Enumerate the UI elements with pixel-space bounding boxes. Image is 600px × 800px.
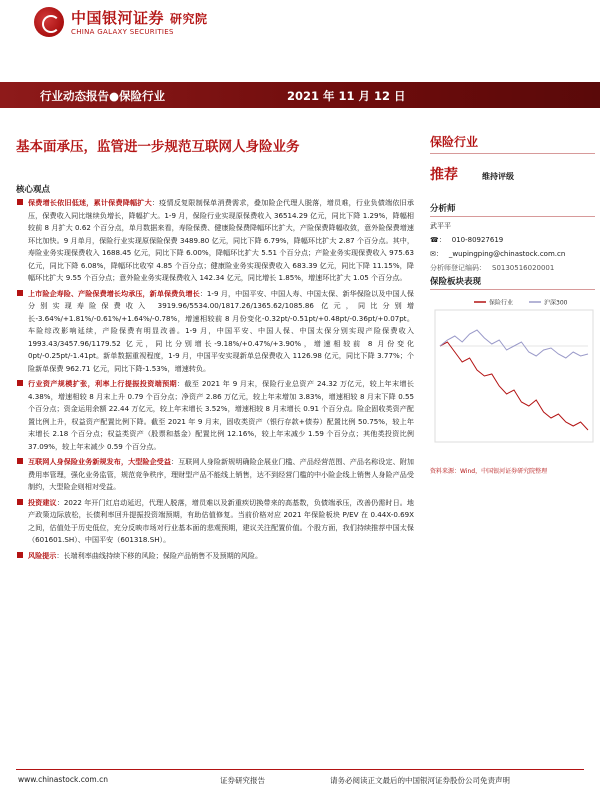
core-heading: 核心观点 bbox=[16, 185, 51, 195]
footer-disclaimer: 请务必阅读正文最后的中国银河证券股份公司免责声明 bbox=[330, 776, 510, 785]
bullet-square-icon bbox=[17, 290, 23, 296]
bullet-square-icon bbox=[17, 380, 23, 386]
rating-row bbox=[430, 164, 595, 184]
core-point-lead: 上市险企寿险、产险保费增长均承压，新单保费负增长 bbox=[28, 288, 200, 298]
core-point-lead: 投资建议 bbox=[28, 497, 57, 507]
legend-label: 沪深300 bbox=[544, 299, 568, 307]
core-point-lead: 行业资产规模扩张，利率上行提振投资端预期 bbox=[28, 379, 178, 388]
analyst-phone: ☎： 010-80927619 bbox=[430, 236, 504, 244]
brand-sub: 研究院 bbox=[170, 12, 208, 26]
sector-performance-chart bbox=[434, 294, 594, 444]
bullet-square-icon bbox=[17, 199, 23, 205]
analyst-heading: 分析师 bbox=[430, 202, 595, 217]
report-type: 行业动态报告●保险行业 bbox=[40, 89, 166, 103]
email-icon: ✉： bbox=[430, 250, 443, 258]
brand-english: CHINA GALAXY SECURITIES bbox=[71, 28, 174, 36]
core-point bbox=[16, 378, 414, 453]
core-point-lead: 风险提示 bbox=[28, 550, 57, 560]
legend-label: 保险行业 bbox=[489, 299, 514, 307]
chart-source: 资料来源：Wind，中国银河证券研究院整理 bbox=[430, 468, 548, 475]
core-point bbox=[16, 288, 414, 376]
bullet-square-icon bbox=[17, 458, 23, 464]
core-point-body: ：1-9 月，中国平安、中国人寿、中国太保、新华保险以及中国人保分别实现寿险保费收入 3919.96/5534.00/1817.26/1365.62/1085.86 亿元，同比分别增长-3.64%/+1.81%/-0.61%/+1.64%/-0.78%，增速相较前 8 月份变化-0.32pt/-0.51pt/+0.48pt/-0.36pt/+0.07pt。车险综改影响延续，产险保费有明显改善。1-9 月，中国平安、中国人保、中国太保分别实现产险保费收入 1993.43/3457.96/1179.52 亿元，同比分别增长-9.18%/+0.47%/+3.90%，增速相较前 8 月份变化 0pt/-0.25pt/-1.41pt。新单数据重视程度，1-9 月，中国平安实现新单总保费收入 1126.98 亿元，同比下降 3.77%；个险新单保费 962.71 亿元，同比下降-1.53%，增速转负。 bbox=[28, 288, 414, 373]
core-point bbox=[16, 197, 414, 285]
bullet-square-icon bbox=[17, 499, 23, 505]
industry-name: 保险行业 bbox=[430, 133, 595, 154]
series-line-1 bbox=[440, 330, 588, 358]
phone-icon: ☎： bbox=[430, 236, 446, 244]
core-point-body: ：长端利率曲线持续下移的风险；保险产品销售不及预期的风险。 bbox=[56, 550, 263, 560]
brand-name: 中国银河证券 研究院 bbox=[71, 9, 208, 27]
rating-value: 推荐 bbox=[430, 167, 458, 183]
analyst-panel bbox=[430, 202, 595, 273]
footer-divider bbox=[16, 769, 584, 770]
core-point-lead: 互联网人身保险业务新规发布，大型险企受益 bbox=[28, 457, 171, 466]
footer-doc-type: 证券研究报告 bbox=[220, 776, 265, 785]
footer-website[interactable]: www.chinastock.com.cn bbox=[18, 775, 108, 784]
core-point bbox=[16, 550, 414, 563]
core-point bbox=[16, 497, 414, 547]
core-point-body: ：截至 2021 年 9 月末，保险行业总资产 24.32 万亿元，较上年末增长 4.38%，增速相较 8 月末上升 0.79 个百分点；净资产 2.86 万亿元，较上年末增加 3.83%，增速相较 8 月末下降 0.55 个百分点；资金运用余额 22.44 万亿元，较上年末增长 3.52%，增速相较 8 月末增长 0.91 个百分点。险企固收类资产配置比例上升，权益资产配置比例下降。截至 2021 年 9 月末，固收类资产（银行存款+债券）配置比例 50.75%，较上年末增长 2.18 个百分点；权益类资产（股票和基金）配置比例 12.16%，较上年末减少 1.59 个百分点；其他类投资比例 37.09%，较上年末减少 0.59 个百分点。 bbox=[28, 379, 415, 451]
rating-note: 维持评级 bbox=[482, 172, 514, 181]
galaxy-logo-icon bbox=[34, 7, 64, 37]
report-banner bbox=[0, 82, 600, 108]
core-points bbox=[16, 197, 414, 565]
core-point-body: ：互联网人身险新规明确险企展业门槛、产品经营范围、产品名称设定、附加费用率管理，强化业务监管，规范竞争秩序，理财型产品不能线上销售，达不到经营门槛的中小险企线上销售人身险产品受制约，大型险企则相对受益。 bbox=[28, 457, 414, 491]
core-point-body: ：疫情反复限制保单消费需求，叠加险企代理人脱落，增员难，行业负债端依旧承压，保费收入同比继续负增长，降幅扩大。1-9 月，保险行业实现原保费收入 36514.29 亿元，同比下降 1.29%，降幅相较前 8 月扩大 0.62 个百分点，单月数据来看，寿险保费、健康险保费降幅环比扩大，产险保费降幅收敛，意外险保费增速环比加快。9 月单月，保险行业实现原保险保费 3489.80 亿元，同比下降 6.79%，降幅环比扩大 2.87 个百分点。其中，寿险业务实现保费收入 1688.45 亿元，同比下降 6.00%，降幅环比扩大 5.51 个百分点；产险业务实现保费收入 975.63 亿元，同比下降 6.08%，降幅环比收窄 4.85 个百分点；健康险业务实现保费收入 683.39 亿元，同比下降 11.15%，降幅环比扩大 9.55 个百分点；意外险业务实现保费收入 142.34 亿元，同比增长 1.85%，增速环比扩大 1.05 个百分点。 bbox=[28, 198, 414, 282]
trend-heading: 保险板块表现 bbox=[430, 275, 595, 290]
core-point-lead: 保费增长依旧低迷，累计保费降幅扩大 bbox=[28, 198, 152, 207]
company-logo bbox=[34, 4, 224, 46]
trend-panel bbox=[430, 275, 595, 290]
analyst-license: 分析师登记编码： S0130516020001 bbox=[430, 264, 555, 272]
report-title: 基本面承压，监管进一步规范互联网人身险业务 bbox=[16, 139, 300, 155]
core-point bbox=[16, 456, 414, 494]
rating-panel bbox=[430, 128, 595, 184]
analyst-name: 武平平 bbox=[430, 222, 451, 230]
bullet-square-icon bbox=[17, 552, 23, 558]
core-point-body: ：2022 年开门红启动延迟，代理人脱落，增员难以及新重疾切换带来的高基数，负债端承压，改善仍需时日。地产政策边际放松，长债利率回升提振投资端预期，有助估值修复。当前价格对应 2021 年保险板块 P/EV 在 0.44X-0.69X 之间，估值处于历史低位，充分反映市场对行业基本面的悲观预期，建议关注配置价值。个股方面，我们持续推荐中国太保（601601.SH）、中国平安（601318.SH）。 bbox=[28, 497, 414, 544]
chart-frame bbox=[435, 310, 593, 442]
report-date: 2021 年 11 月 12 日 bbox=[287, 89, 406, 103]
series-line-0 bbox=[440, 342, 588, 430]
analyst-email[interactable]: ✉： _wupingping@chinastock.com.cn bbox=[430, 250, 566, 258]
